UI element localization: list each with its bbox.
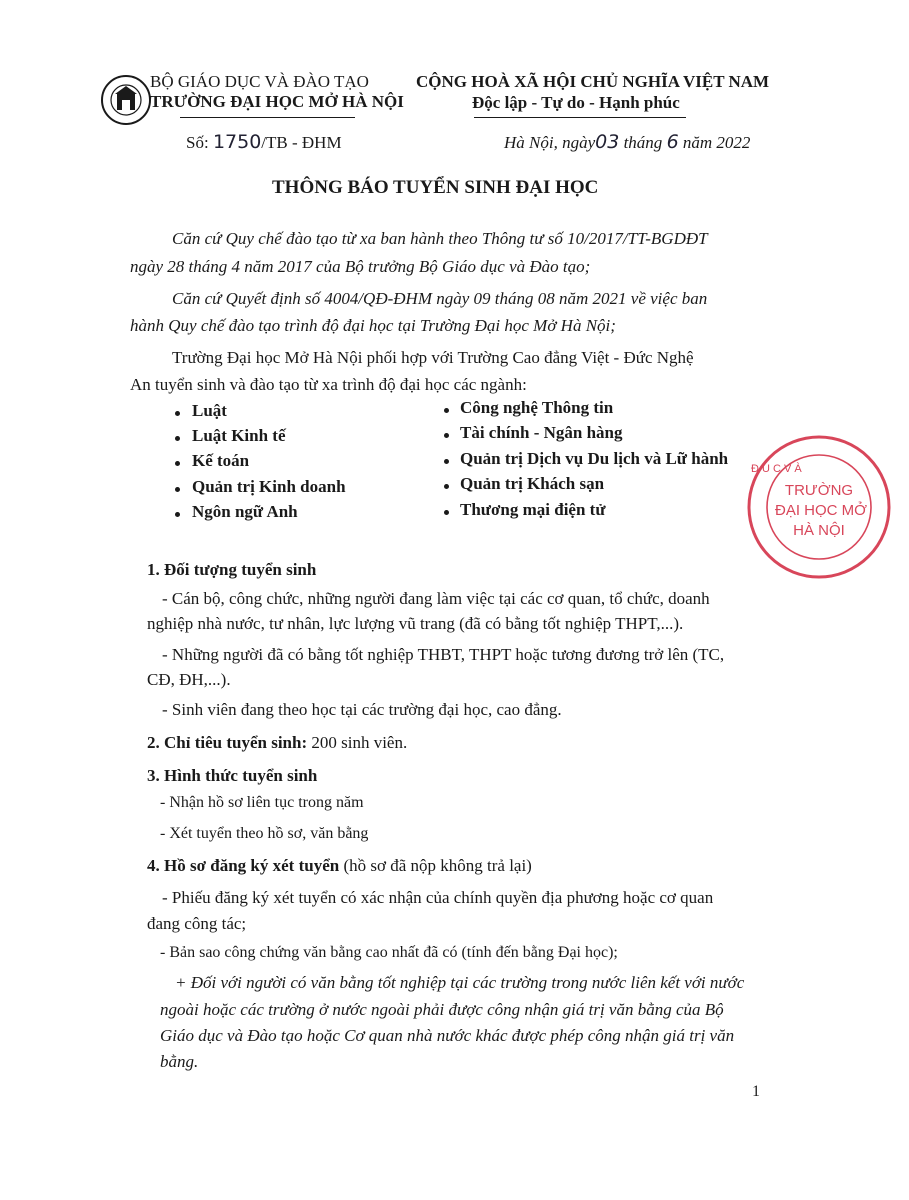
university-underline xyxy=(180,117,355,118)
number-handwritten: 1750 xyxy=(212,131,262,153)
major-left-3: Kế toán xyxy=(192,451,250,470)
major-bullet xyxy=(444,484,449,489)
section1-item1-line1: - Cán bộ, công chức, những người đang làm việc tại các cơ quan, tổ chức, doanh xyxy=(162,589,710,608)
section4-heading-note: (hồ sơ đã nộp không trả lại) xyxy=(343,856,532,875)
major-left-2: Luật Kinh tế xyxy=(192,426,286,445)
major-bullet xyxy=(175,487,180,492)
intro-p2-line2: hành Quy chế đào tạo trình độ đại học tại Trường Đại học Mở Hà Nội; xyxy=(130,316,616,335)
major-right-2: Tài chính - Ngân hàng xyxy=(460,423,623,442)
section1-item3: - Sinh viên đang theo học tại các trường đại học, cao đẳng. xyxy=(162,700,562,719)
section4-row xyxy=(147,856,532,876)
document-number xyxy=(186,131,342,153)
section2-heading: 2. Chỉ tiêu tuyển sinh: xyxy=(147,733,308,752)
stamp-line3: HÀ NỘI xyxy=(793,522,845,539)
section2-row xyxy=(147,733,407,753)
intro-p2-line1: Căn cứ Quyết định số 4004/QĐ-ĐHM ngày 09 tháng 08 năm 2021 về việc ban xyxy=(172,289,708,308)
stamp-ring-text: Đ U C V À xyxy=(751,463,802,475)
intro-p3-line2: An tuyển sinh và đào tạo từ xa trình độ đại học các ngành: xyxy=(130,375,527,394)
major-bullet xyxy=(444,408,449,413)
section4-heading: 4. Hồ sơ đăng ký xét tuyển xyxy=(147,856,340,875)
major-left-1: Luật xyxy=(192,401,227,420)
major-bullet xyxy=(175,512,180,517)
section4-note-line4: bằng. xyxy=(160,1052,199,1071)
intro-p3-line1: Trường Đại học Mở Hà Nội phối hợp với Trường Cao đẳng Việt - Đức Nghệ xyxy=(172,348,694,367)
major-left-5: Ngôn ngữ Anh xyxy=(192,502,298,521)
section1-item2-line2: CĐ, ĐH,...). xyxy=(147,670,231,689)
ministry-name: BỘ GIÁO DỤC VÀ ĐÀO TẠO xyxy=(150,72,369,91)
major-right-1: Công nghệ Thông tin xyxy=(460,398,614,417)
major-left-4: Quản trị Kinh doanh xyxy=(192,477,346,496)
stamp-line2: ĐẠI HỌC MỞ xyxy=(774,502,868,519)
date-year: năm 2022 xyxy=(682,133,751,152)
university-logo xyxy=(100,70,152,130)
section1-item1-line2: nghiệp nhà nước, tư nhân, lực lượng vũ trang (đã có bằng tốt nghiệp THPT,...). xyxy=(147,614,684,633)
section2-value: 200 sinh viên. xyxy=(311,733,408,752)
major-right-5: Thương mại điện tử xyxy=(460,500,606,519)
section3-item2: - Xét tuyển theo hồ sơ, văn bằng xyxy=(160,825,369,842)
major-right-3: Quản trị Dịch vụ Du lịch và Lữ hành xyxy=(460,449,729,468)
major-bullet xyxy=(444,459,449,464)
number-suffix: /TB - ĐHM xyxy=(261,133,342,152)
page-number: 1 xyxy=(752,1083,760,1100)
issue-date xyxy=(504,131,750,153)
section4-note-line2: ngoài hoặc các trường ở nước ngoài phải được công nhận giá trị văn bằng của Bộ xyxy=(160,1000,724,1019)
date-month: 6 xyxy=(666,131,679,153)
section1-heading: 1. Đối tượng tuyển sinh xyxy=(147,560,317,579)
date-prefix: Hà Nội, ngày xyxy=(504,133,596,152)
major-right-4: Quản trị Khách sạn xyxy=(460,474,605,493)
section3-item1: - Nhận hồ sơ liên tục trong năm xyxy=(160,794,364,811)
major-bullet xyxy=(175,436,180,441)
section3-heading: 3. Hình thức tuyển sinh xyxy=(147,766,318,785)
motto-underline xyxy=(474,117,686,118)
section4-note-line3: Giáo dục và Đào tạo hoặc Cơ quan nhà nước khác được phép công nhận giá trị văn xyxy=(160,1026,735,1045)
section1-item2-line1: - Những người đã có bằng tốt nghiệp THBT, THPT hoặc tương đương trở lên (TC, xyxy=(162,645,725,664)
major-bullet xyxy=(444,510,449,515)
number-prefix: Số: xyxy=(186,133,209,152)
date-day: 03 xyxy=(595,131,620,153)
republic-title: CỘNG HOÀ XÃ HỘI CHỦ NGHĨA VIỆT NAM xyxy=(416,72,770,91)
university-name: TRƯỜNG ĐẠI HỌC MỞ HÀ NỘI xyxy=(150,92,404,111)
section4-item1-line2: đang công tác; xyxy=(147,914,247,933)
intro-p1-line2: ngày 28 tháng 4 năm 2017 của Bộ trưởng Bộ Giáo dục và Đào tạo; xyxy=(130,257,591,276)
national-motto: Độc lập - Tự do - Hạnh phúc xyxy=(472,93,680,112)
major-bullet xyxy=(175,461,180,466)
official-stamp xyxy=(719,432,868,582)
major-bullet xyxy=(444,433,449,438)
section4-item2: - Bản sao công chứng văn bằng cao nhất đã có (tính đến bằng Đại học); xyxy=(160,944,618,961)
section4-item1-line1: - Phiếu đăng ký xét tuyển có xác nhận của chính quyền địa phương hoặc cơ quan xyxy=(162,888,714,907)
stamp-line1: TRƯỜNG xyxy=(784,482,854,499)
document-title: THÔNG BÁO TUYỂN SINH ĐẠI HỌC xyxy=(272,177,599,198)
date-month-label: tháng xyxy=(623,133,663,152)
intro-p1-line1: Căn cứ Quy chế đào tạo từ xa ban hành theo Thông tư số 10/2017/TT-BGDĐT xyxy=(172,229,708,248)
major-bullet xyxy=(175,411,180,416)
section4-note-line1: + Đối với người có văn bằng tốt nghiệp tại các trường trong nước liên kết với nước xyxy=(175,973,745,992)
